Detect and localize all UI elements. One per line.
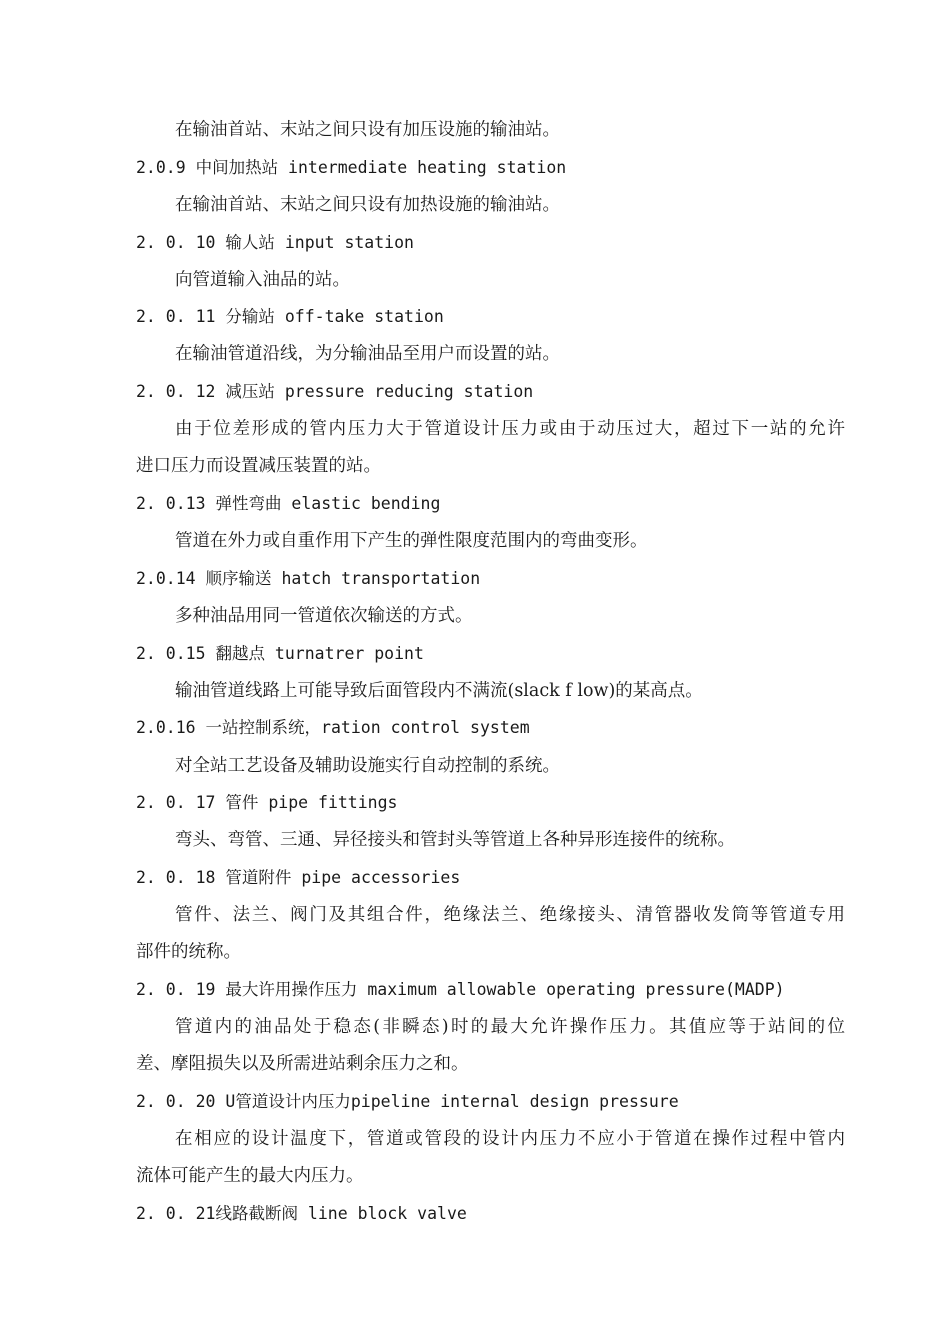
definition-text: 多种油品用同一管道依次输送的方式。 [175,606,473,626]
term-heading: 2. 0.15 翻越点 turnatrer point [136,644,424,663]
term-heading: 2. 0. 20 U管道设计内压力pipeline internal design pressure [136,1092,679,1111]
term-heading: 2. 0. 17 管件 pipe fittings [136,793,398,812]
definition-text: 管件、法兰、阀门及其组合件，绝缘法兰、绝缘接头、清管器收发筒等管道专用 [175,905,845,925]
definition-text: 进口压力而设置减压装置的站。 [136,456,381,476]
definition-text: 输油管道线路上可能导致后面管段内不满流(slack f low)的某高点。 [175,681,703,701]
term-heading: 2. 0. 12 减压站 pressure reducing station [136,382,534,401]
definition-text: 弯头、弯管、三通、异径接头和管封头等管道上各种异形连接件的统称。 [175,830,735,850]
term-heading: 2.0.16 一站控制系统，ration control system [136,718,530,737]
term-heading: 2. 0. 10 输人站 input station [136,233,414,252]
definition-text: 在输油首站、末站之间只设有加压设施的输油站。 [175,120,560,140]
definition-text: 管道在外力或自重作用下产生的弹性限度范围内的弯曲变形。 [175,531,648,551]
definition-text: 差、摩阻损失以及所需进站剩余压力之和。 [136,1054,469,1074]
definition-text: 对全站工艺设备及辅助设施实行自动控制的系统。 [175,756,560,776]
definition-text: 管道内的油品处于稳态(非瞬态)时的最大允许操作压力。其值应等于站间的位 [175,1017,845,1037]
term-heading: 2.0.14 顺序输送 hatch transportation [136,569,481,588]
definition-text: 流体可能产生的最大内压力。 [136,1166,364,1186]
term-heading: 2.0.9 中间加热站 intermediate heating station [136,158,567,177]
definition-text: 由于位差形成的管内压力大于管道设计压力或由于动压过大，超过下一站的允许 [175,419,845,439]
term-heading: 2. 0. 11 分输站 off-take station [136,307,444,326]
term-heading: 2. 0. 19 最大许用操作压力 maximum allowable operating pressure(MADP) [136,980,785,999]
term-heading: 2. 0. 18 管道附件 pipe accessories [136,868,461,887]
definition-text: 部件的统称。 [136,942,241,962]
term-heading: 2. 0.13 弹性弯曲 elastic bending [136,494,441,513]
definition-text: 在输油首站、末站之间只设有加热设施的输油站。 [175,195,560,215]
term-heading: 2. 0. 21线路截断阀 line block valve [136,1204,467,1223]
definition-text: 在相应的设计温度下，管道或管段的设计内压力不应小于管道在操作过程中管内 [175,1129,845,1149]
definition-text: 在输油管道沿线，为分输油品至用户而设置的站。 [175,344,560,364]
definition-text: 向管道输入油品的站。 [175,270,350,290]
